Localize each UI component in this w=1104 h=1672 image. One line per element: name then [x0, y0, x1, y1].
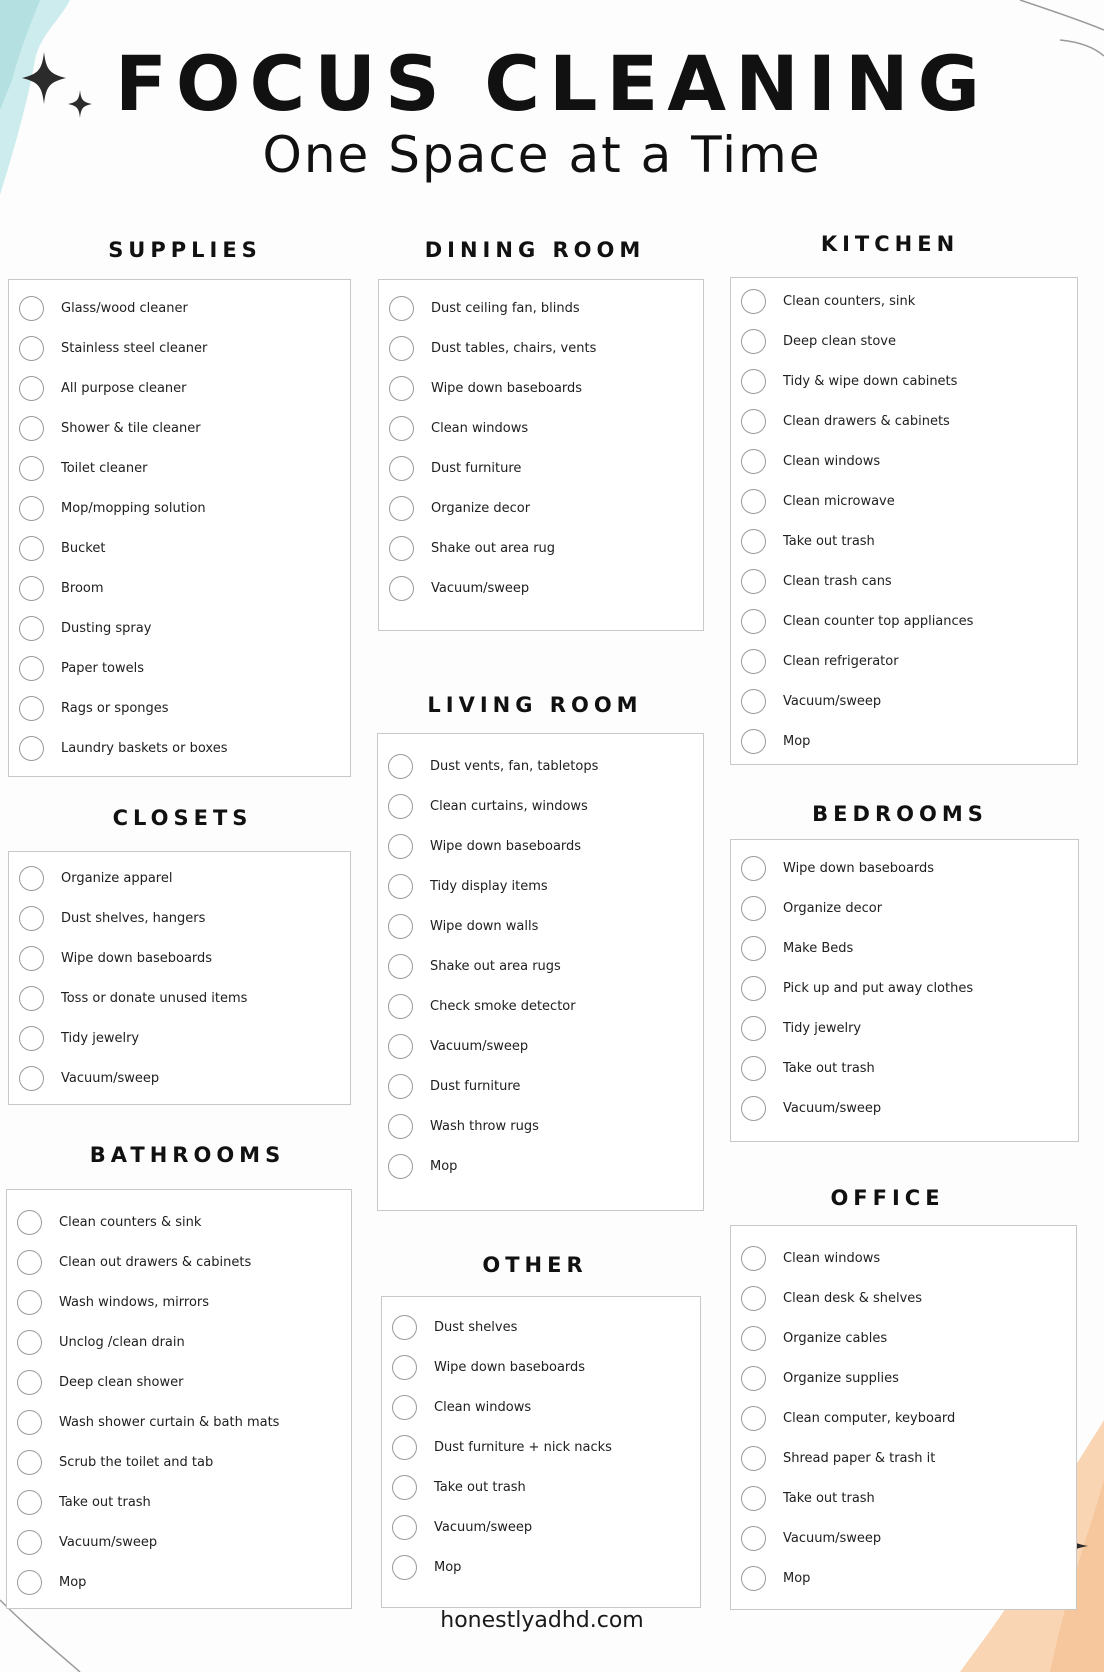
checkbox-circle[interactable] — [389, 336, 414, 361]
bedrooms-heading: BEDROOMS — [812, 802, 988, 826]
checklist-item-label: Vacuum/sweep — [783, 1530, 882, 1546]
checkbox-circle[interactable] — [17, 1490, 42, 1515]
checklist-item[interactable] — [7, 1402, 351, 1442]
checklist-item[interactable] — [731, 321, 1077, 361]
checklist-item[interactable] — [382, 1387, 700, 1427]
checkbox-circle[interactable] — [392, 1515, 417, 1540]
checklist-item-label: Vacuum/sweep — [783, 693, 882, 709]
checklist-item-label: Organize decor — [431, 500, 531, 516]
checklist-item-label: Pick up and put away clothes — [783, 980, 974, 996]
checklist-item-label: Deep clean stove — [783, 333, 897, 349]
checklist-item-label: Clean windows — [434, 1399, 532, 1415]
supplies-heading: SUPPLIES — [108, 238, 262, 262]
checkbox-circle[interactable] — [741, 649, 766, 674]
checkbox-circle[interactable] — [741, 856, 766, 881]
checkbox-circle[interactable] — [19, 696, 44, 721]
checklist-item[interactable] — [9, 288, 350, 328]
checklist-item-label: Dust tables, chairs, vents — [431, 340, 597, 356]
checkbox-circle[interactable] — [741, 1286, 766, 1311]
checklist-item-label: Organize decor — [783, 900, 883, 916]
checklist-item[interactable] — [9, 368, 350, 408]
checklist-item[interactable] — [379, 288, 703, 328]
checklist-item[interactable] — [9, 488, 350, 528]
checklist-item-label: Broom — [61, 580, 104, 596]
checklist-item[interactable] — [731, 281, 1077, 321]
checklist-item-label: Dust vents, fan, tabletops — [430, 758, 599, 774]
checklist-item[interactable] — [731, 1398, 1076, 1438]
checkbox-circle[interactable] — [389, 576, 414, 601]
checklist-item-label: Shread paper & trash it — [783, 1450, 936, 1466]
checkbox-circle[interactable] — [19, 616, 44, 641]
checklist-item-label: Wipe down baseboards — [430, 838, 582, 854]
checkbox-circle[interactable] — [19, 336, 44, 361]
checklist-item[interactable] — [731, 401, 1077, 441]
checkbox-circle[interactable] — [741, 1406, 766, 1431]
checklist-item[interactable] — [379, 408, 703, 448]
checklist-item-label: Clean curtains, windows — [430, 798, 588, 814]
checklist-item-label: Toilet cleaner — [61, 460, 148, 476]
bathrooms-checklist — [6, 1189, 352, 1609]
checkbox-circle[interactable] — [19, 736, 44, 761]
checklist-item[interactable] — [731, 848, 1078, 888]
checklist-item-label: Wipe down baseboards — [434, 1359, 586, 1375]
checklist-item[interactable] — [9, 448, 350, 488]
checkbox-circle[interactable] — [17, 1530, 42, 1555]
checkbox-circle[interactable] — [388, 954, 413, 979]
checklist-item[interactable] — [7, 1482, 351, 1522]
checklist-item-label: Take out trash — [783, 1060, 875, 1076]
checklist-item[interactable] — [9, 978, 350, 1018]
checklist-item[interactable] — [9, 528, 350, 568]
checklist-item[interactable] — [731, 1048, 1078, 1088]
checkbox-circle[interactable] — [388, 1114, 413, 1139]
checklist-item[interactable] — [731, 1358, 1076, 1398]
checklist-item-label: Wipe down baseboards — [431, 380, 583, 396]
checklist-item-label: Vacuum/sweep — [59, 1534, 158, 1550]
checkbox-circle[interactable] — [741, 896, 766, 921]
checklist-item[interactable] — [731, 361, 1077, 401]
checklist-item-label: Clean computer, keyboard — [783, 1410, 956, 1426]
checkbox-circle[interactable] — [741, 569, 766, 594]
living-room-checklist — [377, 733, 704, 1211]
checkbox-circle[interactable] — [741, 1446, 766, 1471]
checklist-item-label: Tidy display items — [430, 878, 548, 894]
checkbox-circle[interactable] — [741, 609, 766, 634]
checkbox-circle[interactable] — [389, 536, 414, 561]
checkbox-circle[interactable] — [741, 1016, 766, 1041]
checklist-item-label: Clean windows — [783, 1250, 881, 1266]
checklist-item-label: Dust shelves — [434, 1319, 518, 1335]
checkbox-circle[interactable] — [17, 1370, 42, 1395]
checklist-item[interactable] — [731, 1438, 1076, 1478]
checkbox-circle[interactable] — [19, 456, 44, 481]
checkbox-circle[interactable] — [19, 1026, 44, 1051]
checkbox-circle[interactable] — [741, 936, 766, 961]
checklist-item-label: Dust furniture — [430, 1078, 521, 1094]
checklist-item-label: Clean counters & sink — [59, 1214, 202, 1230]
checklist-item-label: Mop — [59, 1574, 87, 1590]
checklist-item-label: Clean desk & shelves — [783, 1290, 923, 1306]
checklist-item[interactable] — [378, 866, 703, 906]
checkbox-circle[interactable] — [741, 409, 766, 434]
checklist-item-label: Clean windows — [783, 453, 881, 469]
checkbox-circle[interactable] — [741, 1486, 766, 1511]
checklist-item[interactable] — [731, 1558, 1076, 1598]
checklist-item-label: Vacuum/sweep — [434, 1519, 533, 1535]
other-heading: OTHER — [482, 1253, 588, 1277]
checkbox-circle[interactable] — [17, 1330, 42, 1355]
checkbox-circle[interactable] — [741, 529, 766, 554]
checklist-item[interactable] — [382, 1547, 700, 1587]
checklist-item[interactable] — [731, 1088, 1078, 1128]
checklist-item[interactable] — [378, 746, 703, 786]
checklist-item-label: Scrub the toilet and tab — [59, 1454, 214, 1470]
checkbox-circle[interactable] — [392, 1555, 417, 1580]
checklist-item-label: Clean trash cans — [783, 573, 892, 589]
kitchen-checklist — [730, 277, 1078, 765]
checkbox-circle[interactable] — [19, 946, 44, 971]
checklist-item[interactable] — [731, 968, 1078, 1008]
checklist-item[interactable] — [9, 938, 350, 978]
checklist-item-label: Vacuum/sweep — [61, 1070, 160, 1086]
checklist-item-label: Deep clean shower — [59, 1374, 184, 1390]
checkbox-circle[interactable] — [741, 1366, 766, 1391]
checklist-item[interactable] — [382, 1467, 700, 1507]
checklist-item[interactable] — [378, 906, 703, 946]
checklist-item[interactable] — [731, 721, 1077, 761]
checklist-item-label: Check smoke detector — [430, 998, 576, 1014]
bedrooms-checklist — [730, 839, 1079, 1142]
checklist-item[interactable] — [731, 1518, 1076, 1558]
checklist-item[interactable] — [9, 408, 350, 448]
checklist-item[interactable] — [382, 1347, 700, 1387]
checklist-item-label: Rags or sponges — [61, 700, 169, 716]
checkbox-circle[interactable] — [741, 329, 766, 354]
checklist-item[interactable] — [9, 1018, 350, 1058]
checklist-item-label: Take out trash — [59, 1494, 151, 1510]
checklist-item[interactable] — [731, 1478, 1076, 1518]
checkbox-circle[interactable] — [741, 289, 766, 314]
page-title: FOCUS CLEANING — [114, 39, 989, 128]
checklist-item-label: All purpose cleaner — [61, 380, 187, 396]
checklist-item[interactable] — [731, 641, 1077, 681]
checklist-item[interactable] — [731, 601, 1077, 641]
checkbox-circle[interactable] — [741, 689, 766, 714]
checklist-item-label: Wipe down baseboards — [783, 860, 935, 876]
checklist-item[interactable] — [379, 368, 703, 408]
checklist-item-label: Unclog /clean drain — [59, 1334, 185, 1350]
checklist-item-label: Organize supplies — [783, 1370, 899, 1386]
checklist-item[interactable] — [379, 528, 703, 568]
checklist-item[interactable] — [9, 328, 350, 368]
checkbox-circle[interactable] — [741, 489, 766, 514]
checklist-item[interactable] — [9, 1058, 350, 1098]
checklist-item[interactable] — [9, 728, 350, 768]
checklist-item-label: Mop — [430, 1158, 458, 1174]
checklist-item-label: Clean microwave — [783, 493, 895, 509]
dining-room-checklist — [378, 279, 704, 631]
checkbox-circle[interactable] — [17, 1410, 42, 1435]
checkbox-circle[interactable] — [388, 834, 413, 859]
footer-website: honestlyadhd.com — [440, 1608, 644, 1633]
checkbox-circle[interactable] — [388, 914, 413, 939]
checklist-item[interactable] — [7, 1282, 351, 1322]
checkbox-circle[interactable] — [19, 536, 44, 561]
checkbox-circle[interactable] — [741, 369, 766, 394]
checkbox-circle[interactable] — [19, 906, 44, 931]
checklist-item[interactable] — [731, 928, 1078, 968]
checkbox-circle[interactable] — [392, 1475, 417, 1500]
checklist-item[interactable] — [378, 946, 703, 986]
checkbox-circle[interactable] — [741, 1246, 766, 1271]
checklist-item-label: Dust furniture + nick nacks — [434, 1439, 612, 1455]
checklist-item[interactable] — [382, 1427, 700, 1467]
checkbox-circle[interactable] — [741, 729, 766, 754]
checklist-item-label: Bucket — [61, 540, 106, 556]
checkbox-circle[interactable] — [388, 1034, 413, 1059]
checklist-item-label: Tidy & wipe down cabinets — [783, 373, 958, 389]
checklist-item[interactable] — [9, 898, 350, 938]
checklist-item[interactable] — [731, 888, 1078, 928]
checklist-item[interactable] — [7, 1562, 351, 1602]
checklist-item[interactable] — [379, 448, 703, 488]
checklist-item[interactable] — [9, 688, 350, 728]
page-subtitle: One Space at a Time — [262, 126, 822, 184]
checklist-item[interactable] — [7, 1202, 351, 1242]
checkbox-circle[interactable] — [17, 1570, 42, 1595]
checklist-item[interactable] — [9, 858, 350, 898]
checklist-item-label: Wash windows, mirrors — [59, 1294, 210, 1310]
checkbox-circle[interactable] — [388, 874, 413, 899]
checkbox-circle[interactable] — [19, 416, 44, 441]
closets-heading: CLOSETS — [112, 806, 253, 830]
checklist-item[interactable] — [378, 986, 703, 1026]
checkbox-circle[interactable] — [389, 376, 414, 401]
checklist-item-label: Take out trash — [434, 1479, 526, 1495]
checklist-item[interactable] — [378, 826, 703, 866]
checklist-item-label: Glass/wood cleaner — [61, 300, 188, 316]
checklist-item[interactable] — [9, 648, 350, 688]
checklist-item-label: Tidy jewelry — [61, 1030, 140, 1046]
office-heading: OFFICE — [830, 1186, 945, 1210]
checklist-item[interactable] — [731, 681, 1077, 721]
checklist-item[interactable] — [7, 1442, 351, 1482]
checklist-item-label: Dust ceiling fan, blinds — [431, 300, 580, 316]
checklist-item[interactable] — [731, 441, 1077, 481]
checklist-item[interactable] — [378, 1146, 703, 1186]
checkbox-circle[interactable] — [389, 296, 414, 321]
checklist-item[interactable] — [9, 568, 350, 608]
checklist-item[interactable] — [378, 786, 703, 826]
checkbox-circle[interactable] — [19, 986, 44, 1011]
checklist-item-label: Organize apparel — [61, 870, 173, 886]
checklist-item[interactable] — [378, 1066, 703, 1106]
checkbox-circle[interactable] — [388, 754, 413, 779]
office-checklist — [730, 1225, 1077, 1610]
checkbox-circle[interactable] — [392, 1355, 417, 1380]
checkbox-circle[interactable] — [392, 1435, 417, 1460]
checklist-item-label: Clean windows — [431, 420, 529, 436]
checkbox-circle[interactable] — [389, 496, 414, 521]
checklist-item-label: Mop — [783, 1570, 811, 1586]
checklist-item-label: Mop/mopping solution — [61, 500, 206, 516]
checkbox-circle[interactable] — [17, 1250, 42, 1275]
checkbox-circle[interactable] — [19, 1066, 44, 1091]
checklist-item[interactable] — [379, 568, 703, 608]
bathrooms-heading: BATHROOMS — [89, 1143, 286, 1167]
checklist-item-label: Mop — [434, 1559, 462, 1575]
checklist-item-label: Shower & tile cleaner — [61, 420, 201, 436]
checkbox-circle[interactable] — [392, 1315, 417, 1340]
checkbox-circle[interactable] — [741, 1326, 766, 1351]
checklist-item-label: Stainless steel cleaner — [61, 340, 208, 356]
checklist-item-label: Organize cables — [783, 1330, 888, 1346]
checkbox-circle[interactable] — [741, 1526, 766, 1551]
checklist-item[interactable] — [7, 1522, 351, 1562]
checkbox-circle[interactable] — [741, 449, 766, 474]
checklist-item[interactable] — [382, 1507, 700, 1547]
checkbox-circle[interactable] — [388, 1074, 413, 1099]
checklist-item-label: Clean refrigerator — [783, 653, 899, 669]
closets-checklist — [8, 851, 351, 1105]
checklist-item-label: Dusting spray — [61, 620, 152, 636]
checkbox-circle[interactable] — [389, 456, 414, 481]
checklist-item-label: Clean drawers & cabinets — [783, 413, 950, 429]
checklist-item-label: Toss or donate unused items — [61, 990, 248, 1006]
checklist-item-label: Vacuum/sweep — [783, 1100, 882, 1116]
checklist-item-label: Dust shelves, hangers — [61, 910, 206, 926]
checklist-item-label: Take out trash — [783, 1490, 875, 1506]
checklist-item-label: Make Beds — [783, 940, 854, 956]
dining-room-heading: DINING ROOM — [424, 238, 646, 262]
checklist-item-label: Clean counter top appliances — [783, 613, 974, 629]
checklist-item[interactable] — [378, 1026, 703, 1066]
checkbox-circle[interactable] — [19, 296, 44, 321]
living-room-heading: LIVING ROOM — [427, 693, 643, 717]
checklist-item[interactable] — [731, 1008, 1078, 1048]
checklist-item-label: Laundry baskets or boxes — [61, 740, 228, 756]
checkbox-circle[interactable] — [388, 794, 413, 819]
checkbox-circle[interactable] — [741, 1056, 766, 1081]
checklist-item-label: Clean out drawers & cabinets — [59, 1254, 252, 1270]
checklist-item[interactable] — [379, 488, 703, 528]
checklist-item[interactable] — [382, 1307, 700, 1347]
checklist-item[interactable] — [9, 608, 350, 648]
checklist-item[interactable] — [731, 561, 1077, 601]
kitchen-heading: KITCHEN — [820, 232, 960, 256]
checklist-item[interactable] — [7, 1322, 351, 1362]
checklist-item-label: Shake out area rug — [431, 540, 556, 556]
supplies-checklist — [8, 279, 351, 777]
checklist-item[interactable] — [731, 1318, 1076, 1358]
checkbox-circle[interactable] — [17, 1290, 42, 1315]
checklist-item-label: Dust furniture — [431, 460, 522, 476]
checklist-item-label: Wipe down walls — [430, 918, 539, 934]
checkbox-circle[interactable] — [17, 1450, 42, 1475]
checkbox-circle[interactable] — [19, 496, 44, 521]
checkbox-circle[interactable] — [388, 1154, 413, 1179]
checklist-item-label: Tidy jewelry — [783, 1020, 862, 1036]
checklist-item-label: Shake out area rugs — [430, 958, 561, 974]
checklist-item[interactable] — [731, 481, 1077, 521]
checklist-item-label: Wipe down baseboards — [61, 950, 213, 966]
checklist-item[interactable] — [731, 1278, 1076, 1318]
checkbox-circle[interactable] — [389, 416, 414, 441]
checklist-item[interactable] — [7, 1362, 351, 1402]
checkbox-circle[interactable] — [19, 576, 44, 601]
checkbox-circle[interactable] — [741, 976, 766, 1001]
checklist-item-label: Vacuum/sweep — [430, 1038, 529, 1054]
checkbox-circle[interactable] — [19, 866, 44, 891]
checkbox-circle[interactable] — [17, 1210, 42, 1235]
checklist-item-label: Clean counters, sink — [783, 293, 916, 309]
checklist-item-label: Wash throw rugs — [430, 1118, 539, 1134]
checkbox-circle[interactable] — [392, 1395, 417, 1420]
checklist-item-label: Paper towels — [61, 660, 145, 676]
checklist-item-label: Vacuum/sweep — [431, 580, 530, 596]
checkbox-circle[interactable] — [388, 994, 413, 1019]
checklist-item[interactable] — [379, 328, 703, 368]
checkbox-circle[interactable] — [19, 376, 44, 401]
checklist-item-label: Wash shower curtain & bath mats — [59, 1414, 280, 1430]
checkbox-circle[interactable] — [741, 1566, 766, 1591]
checkbox-circle[interactable] — [741, 1096, 766, 1121]
checklist-item[interactable] — [731, 1238, 1076, 1278]
checklist-item[interactable] — [731, 521, 1077, 561]
checkbox-circle[interactable] — [19, 656, 44, 681]
checklist-item[interactable] — [378, 1106, 703, 1146]
other-checklist — [381, 1296, 701, 1608]
checklist-item-label: Mop — [783, 733, 811, 749]
checklist-item[interactable] — [7, 1242, 351, 1282]
checklist-item-label: Take out trash — [783, 533, 875, 549]
